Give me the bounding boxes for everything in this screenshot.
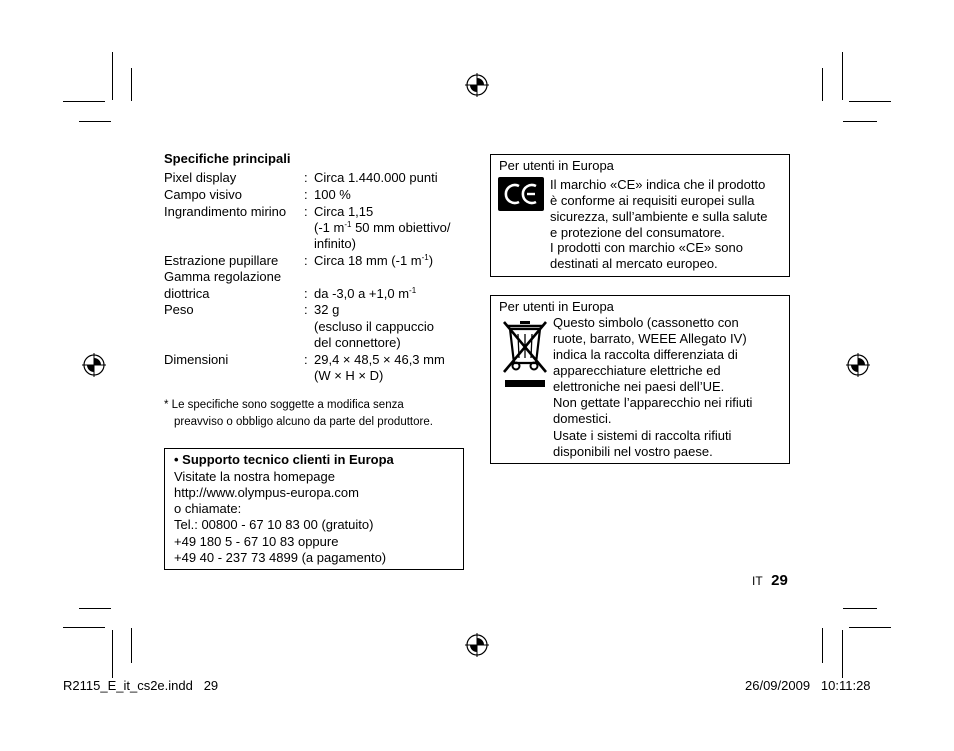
spec-value: 29,4 × 48,5 × 46,3 mm: [314, 352, 445, 367]
crop-mark: [63, 627, 105, 628]
spec-label: Estrazione pupillare: [164, 253, 279, 268]
weee-box-text: Non gettate l’apparecchio nei rifiuti: [553, 395, 753, 410]
spec-label: Gamma regolazione: [164, 269, 282, 284]
spec-value-line: (W × H × D): [314, 368, 384, 383]
ce-box-text: è conforme ai requisiti europei sulla: [550, 193, 755, 208]
weee-box-text: elettroniche nei paesi dell’UE.: [553, 379, 725, 394]
spec-colon: :: [304, 286, 308, 301]
page-num: 29: [771, 572, 788, 589]
weee-box-text: Questo simbolo (cassonetto con: [553, 315, 739, 330]
spec-colon: :: [304, 187, 308, 202]
support-box: [164, 448, 464, 570]
spec-value-part: Circa 18 mm (-1 m: [314, 253, 422, 268]
support-line: Visitate la nostra homepage: [174, 469, 335, 484]
ce-box-text: I prodotti con marchio «CE» sono: [550, 240, 743, 255]
spec-value-line: del connettore): [314, 335, 401, 350]
spec-value-line: (escluso il cappuccio: [314, 319, 434, 334]
spec-value: 100 %: [314, 187, 351, 202]
ce-box-text: destinati al mercato europeo.: [550, 256, 718, 271]
registration-mark-icon: [846, 353, 870, 377]
spec-colon: :: [304, 352, 308, 367]
crop-mark: [79, 121, 111, 122]
spec-label: Peso: [164, 302, 194, 317]
support-line: o chiamate:: [174, 501, 242, 516]
crop-mark: [131, 628, 132, 663]
slug-file: R2115_E_it_cs2e.indd 29: [63, 678, 219, 693]
ce-box-header: Per utenti in Europa: [499, 158, 614, 173]
spec-value: Circa 1.440.000 punti: [314, 170, 438, 185]
spec-colon: :: [304, 253, 308, 268]
spec-value-part: da -3,0 a +1,0 m: [314, 286, 410, 301]
crop-mark: [843, 121, 877, 122]
page-number: [752, 572, 788, 590]
spec-colon: :: [304, 170, 308, 185]
spec-value-part: (-1 m: [314, 220, 345, 235]
spec-value: 32 g: [314, 302, 340, 317]
crop-mark: [849, 101, 891, 102]
footnote: preavviso o obbligo alcuno da parte del produttore.: [174, 416, 433, 428]
spec-value: Circa 1,15: [314, 204, 374, 219]
spec-label: diottrica: [164, 286, 210, 301]
weee-notice-box: [490, 295, 790, 464]
crossed-wheelie-bin-icon: [501, 318, 549, 390]
ce-box-text: Il marchio «CE» indica che il prodotto: [550, 177, 766, 192]
weee-box-text: Usate i sistemi di raccolta rifiuti: [553, 428, 732, 443]
crop-mark: [842, 52, 843, 100]
spec-value-part: ): [428, 253, 434, 268]
spec-label: Dimensioni: [164, 352, 229, 367]
spec-value: [314, 286, 416, 303]
weee-box-text: apparecchiature elettriche ed: [553, 363, 721, 378]
registration-mark-icon: [82, 353, 106, 377]
superscript: -1: [421, 253, 429, 262]
spec-value-line: [314, 220, 450, 237]
crop-mark: [822, 628, 823, 663]
weee-box-text: domestici.: [553, 411, 612, 426]
crop-mark: [849, 627, 891, 628]
spec-label: Pixel display: [164, 170, 237, 185]
support-title: • Supporto tecnico clienti in Europa: [174, 452, 394, 467]
weee-box-header: Per utenti in Europa: [499, 299, 614, 314]
spec-value-line: infinito): [314, 236, 356, 251]
crop-mark: [63, 101, 105, 102]
crop-mark: [131, 68, 132, 101]
spec-value-part: 50 mm obiettivo/: [351, 220, 451, 235]
spec-value: [314, 253, 433, 270]
crop-mark: [843, 608, 877, 609]
spec-colon: :: [304, 204, 308, 219]
page-lang: IT: [752, 574, 763, 588]
crop-mark: [842, 630, 843, 678]
superscript: -1: [344, 220, 352, 229]
ce-mark-icon: [498, 177, 544, 211]
crop-mark: [112, 630, 113, 678]
support-url[interactable]: http://www.olympus-europa.com: [174, 485, 359, 500]
ce-notice-box: [490, 154, 790, 277]
support-phone: +49 180 5 - 67 10 83 oppure: [174, 534, 339, 549]
registration-mark-icon: [465, 633, 489, 657]
weee-box-text: indica la raccolta differenziata di: [553, 347, 738, 362]
specs-heading: Specifiche principali: [164, 151, 291, 166]
weee-box-text: ruote, barrato, WEEE Allegato IV): [553, 331, 747, 346]
registration-mark-icon: [465, 73, 489, 97]
crop-mark: [79, 608, 111, 609]
spec-label: Ingrandimento mirino: [164, 204, 287, 219]
footnote: * Le specifiche sono soggette a modifica senza: [164, 399, 404, 411]
superscript: -1: [409, 286, 417, 295]
ce-box-text: sicurezza, sull’ambiente e sulla salute: [550, 209, 768, 224]
weee-box-text: disponibili nel vostro paese.: [553, 444, 713, 459]
support-phone: +49 40 - 237 73 4899 (a pagamento): [174, 550, 387, 565]
support-phone: Tel.: 00800 - 67 10 83 00 (gratuito): [174, 517, 374, 532]
ce-box-text: e protezione del consumatore.: [550, 225, 725, 240]
spec-label: Campo visivo: [164, 187, 243, 202]
crop-mark: [822, 68, 823, 101]
slug-datetime: 26/09/2009 10:11:28: [745, 678, 871, 693]
spec-colon: :: [304, 302, 308, 317]
crop-mark: [112, 52, 113, 100]
